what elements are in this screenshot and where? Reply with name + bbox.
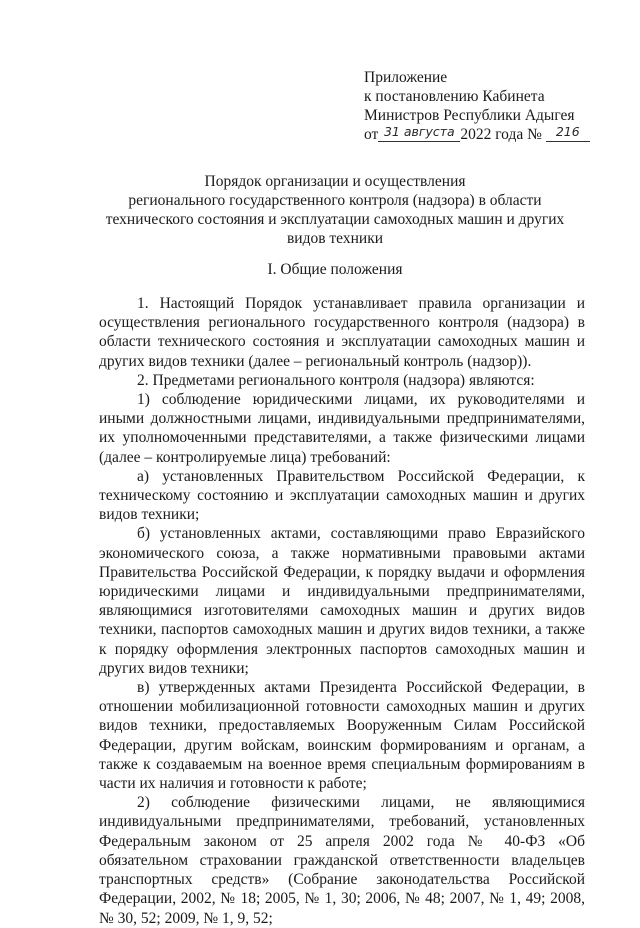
title-line-3: технического состояния и эксплуатации самоходных машин и других	[105, 211, 565, 228]
paragraph-6: в) утвержденных актами Президента Российской Федерации, в отношении мобилизационной готовности самоходных машин и других видов техники, предоставляемых Вооруженным Силам Российской Федерации, другим войскам, воинским формированиям и органам, а также к создаваемым на военное время специальным формированиям в части их наличия и готовности к работе;	[99, 679, 585, 793]
title-line-2: регионального государственного контроля (надзора) в области	[128, 192, 542, 209]
title-line-1: Порядок организации и осуществления	[204, 173, 466, 190]
appendix-line-2: к постановлению Кабинета	[364, 88, 545, 105]
date-suffix: 2022 года №	[460, 126, 542, 143]
paragraph-4: а) установленных Правительством Российской Федерации, к техническому состоянию и эксплуатации самоходных машин и других видов техники;	[99, 467, 585, 524]
paragraph-2: 2. Предметами регионального контроля (надзора) являются:	[137, 371, 535, 389]
document-title	[100, 172, 570, 248]
paragraph-3: 1) соблюдение юридическими лицами, их руководителями и иными должностными лицами, индивидуальными предпринимателями, их уполномоченными представителями, а также физическими лицами (далее – контролируемые лица) требований:	[99, 391, 585, 466]
title-line-4: видов техники	[286, 230, 384, 247]
date-prefix: от	[364, 126, 379, 143]
appendix-line-1: Приложение	[364, 69, 448, 86]
paragraph-1: 1. Настоящий Порядок устанавливает правила организации и осуществления регионального государственного контроля (надзора) в области технического состояния и эксплуатации самоходных машин и других видов техники (далее – региональный контроль (надзор)).	[99, 295, 585, 370]
handwritten-date: 31 августа	[378, 122, 460, 142]
section-heading: I. Общие положения	[267, 261, 403, 278]
appendix-date-line	[364, 125, 614, 145]
handwritten-number: 216	[546, 122, 590, 142]
document-body	[99, 294, 585, 928]
paragraph-7: 2) соблюдение физическими лицами, не являющимися индивидуальными предпринимателями, требований, установленных Федеральным законом от 25 апреля 2002 года № 40-ФЗ «Об обязательном страховании гражданской ответственности владельцев транспортных средств» (Собрание законодательства Российской Федерации, 2002, № 18; 2005, № 1, 30; 2006, № 48; 2007, № 1, 49; 2008, № 30, 52; 2009, № 1, 9, 52;	[99, 794, 585, 927]
appendix-line-3: Министров Республики Адыгея	[364, 107, 575, 124]
paragraph-5: б) установленных актами, составляющими право Евразийского экономического союза, а также нормативными правовыми актами Правительства Российской Федерации, к порядку выдачи и оформления юридическими лицами и индивидуальными предпринимателями, являющимися изготовителями самоходных машин и других видов техники, паспортов самоходных машин и других видов техники, а также к порядку оформления электронных паспортов самоходных машин и других видов техники;	[99, 525, 585, 677]
appendix-block	[364, 68, 614, 145]
